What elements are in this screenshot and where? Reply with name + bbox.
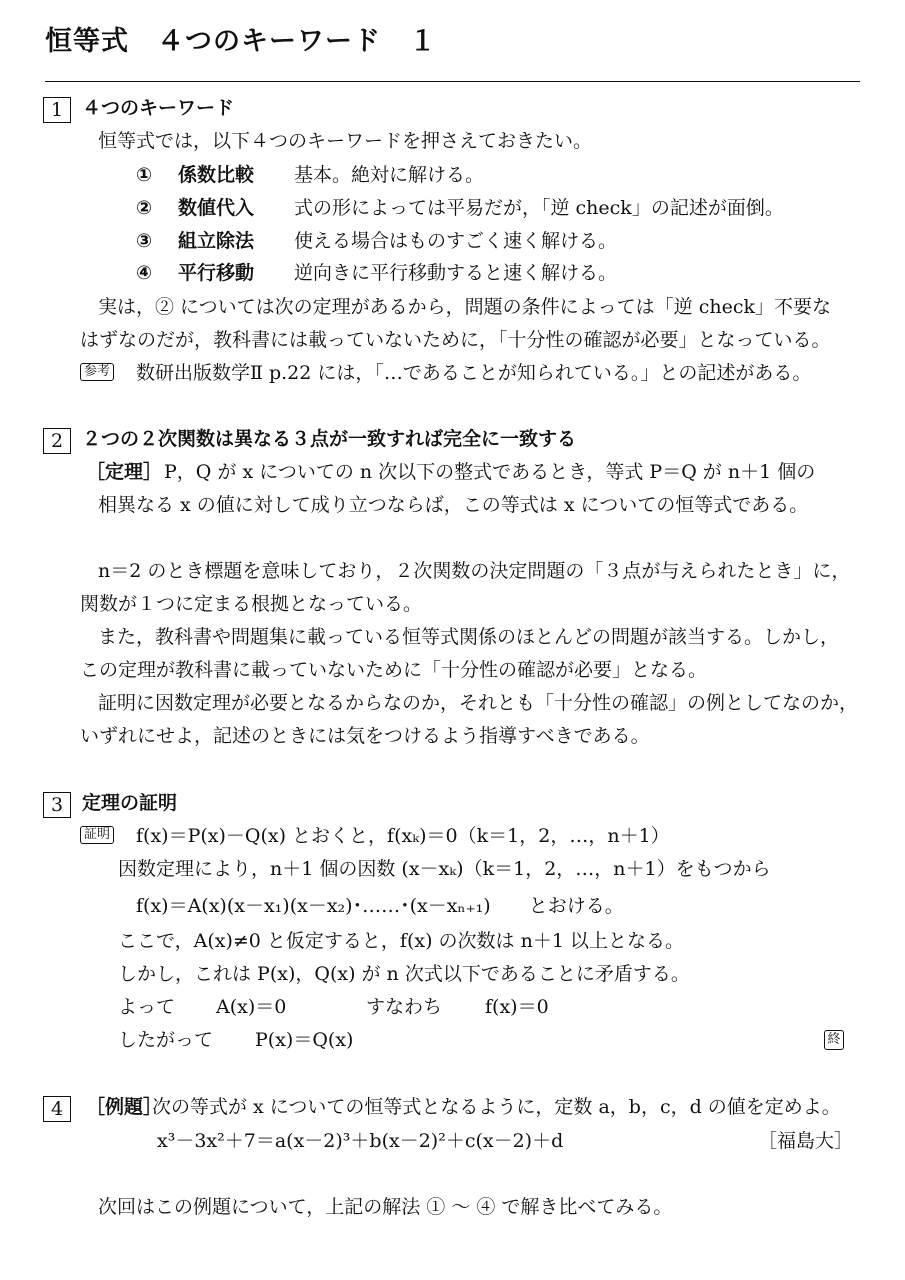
reference-tag: 参考 <box>80 363 114 381</box>
keyword-3-mark: ③ <box>136 230 153 252</box>
page-title: 恒等式 ４つのキーワード １ <box>45 26 437 57</box>
section-1-paragraph-line-2: はずなのだが，教科書には載っていないために，「十分性の確認が必要」となっている。 <box>80 329 831 351</box>
section-3-number: 3 <box>43 792 71 818</box>
keyword-3-term: 組立除法 <box>178 230 255 252</box>
proof-line-2: 因数定理により，n＋1 個の因数 (x－xₖ)（k＝1，2，…，n＋1）をもつから <box>118 858 771 880</box>
example-source: ［福島大］ <box>758 1130 854 1152</box>
keyword-2-desc: 式の形によっては平易だが，「逆 check」の記述が面倒。 <box>294 197 784 219</box>
closing-text: 次回はこの例題について，上記の解法 ① ～ ④ で解き比べてみる。 <box>98 1196 673 1218</box>
proof-line-4: ここで，A(x)≠0 と仮定すると，f(x) の次数は n＋1 以上となる。 <box>118 930 684 952</box>
example-label: ［例題］ <box>86 1096 163 1118</box>
section-2-paragraph-line-6: いずれにせよ，記述のときには気をつけるよう指導すべきである。 <box>80 725 650 747</box>
proof-line-6-result-a: A(x)＝0 <box>216 996 287 1018</box>
section-4-number: 4 <box>43 1096 71 1122</box>
proof-end-mark: 終 <box>824 1030 844 1050</box>
reference-text: 数研出版数学Ⅱ p.22 には，「…であることが知られている。」との記述がある。 <box>136 362 812 384</box>
keyword-4-desc: 逆向きに平行移動すると速く解ける。 <box>294 262 618 284</box>
section-1-number: 1 <box>43 97 71 123</box>
section-1-paragraph-line-1: 実は，② については次の定理があるから，問題の条件によっては「逆 check」不要な <box>98 296 831 318</box>
section-2-paragraph-line-2: 関数が１つに定まる根拠となっている。 <box>80 593 423 615</box>
section-2-number: 2 <box>43 428 71 454</box>
keyword-1-term: 係数比較 <box>178 164 255 186</box>
example-equation: x³－3x²＋7＝a(x－2)³＋b(x－2)²＋c(x－2)＋d <box>157 1130 564 1152</box>
keyword-1-desc: 基本。絶対に解ける。 <box>294 164 485 186</box>
section-2-paragraph-line-3: また，教科書や問題集に載っている恒等式関係のほとんどの問題が該当する。しかし， <box>98 626 840 648</box>
proof-tag: 証明 <box>80 826 114 844</box>
section-2-heading: ２つの２次関数は異なる３点が一致すれば完全に一致する <box>82 428 577 450</box>
proof-line-3: f(x)＝A(x)(x－x₁)(x－x₂)･……･(x－xₙ₊₁) とおける。 <box>136 895 624 917</box>
example-text: 次の等式が x についての恒等式となるように，定数 a，b，c，d の値を定めよ。 <box>152 1096 841 1118</box>
proof-line-7-lead: したがって <box>118 1029 214 1051</box>
section-2-paragraph-line-4: この定理が教科書に載っていないために「十分性の確認が必要」となる。 <box>80 659 708 681</box>
proof-line-6-lead: よって <box>118 996 176 1018</box>
keyword-1-mark: ① <box>136 164 153 186</box>
theorem-label: ［定理］ <box>86 461 163 483</box>
section-1-heading: ４つのキーワード <box>82 97 235 119</box>
section-2-paragraph-line-5: 証明に因数定理が必要となるからなのか，それとも「十分性の確認」の例としてなのか， <box>98 692 859 714</box>
proof-line-6-result-f: f(x)＝0 <box>485 996 549 1018</box>
theorem-line-2: 相異なる x の値に対して成り立つならば，この等式は x についての恒等式である。 <box>98 494 809 516</box>
theorem-line-1: P，Q が x についての n 次以下の整式であるとき，等式 P＝Q が n＋1 個の <box>164 461 816 483</box>
keyword-2-term: 数値代入 <box>178 197 255 219</box>
section-2-paragraph-line-1: n＝2 のとき標題を意味しており，２次関数の決定問題の「３点が与えられたとき」に， <box>98 560 851 582</box>
section-1-intro: 恒等式では，以下４つのキーワードを押さえておきたい。 <box>98 130 593 152</box>
section-3-heading: 定理の証明 <box>82 792 178 814</box>
proof-line-6-connector: すなわち <box>366 996 443 1018</box>
proof-line-5: しかし，これは P(x)，Q(x) が n 次式以下であることに矛盾する。 <box>118 963 690 985</box>
keyword-2-mark: ② <box>136 197 153 219</box>
keyword-4-term: 平行移動 <box>178 262 255 284</box>
keyword-4-mark: ④ <box>136 262 153 284</box>
proof-line-7-conclusion: P(x)＝Q(x) <box>255 1029 354 1051</box>
title-divider <box>45 81 860 82</box>
proof-line-1: f(x)＝P(x)－Q(x) とおくと，f(xₖ)＝0（k＝1，2，…，n＋1） <box>136 825 670 847</box>
keyword-3-desc: 使える場合はものすごく速く解ける。 <box>294 230 618 252</box>
